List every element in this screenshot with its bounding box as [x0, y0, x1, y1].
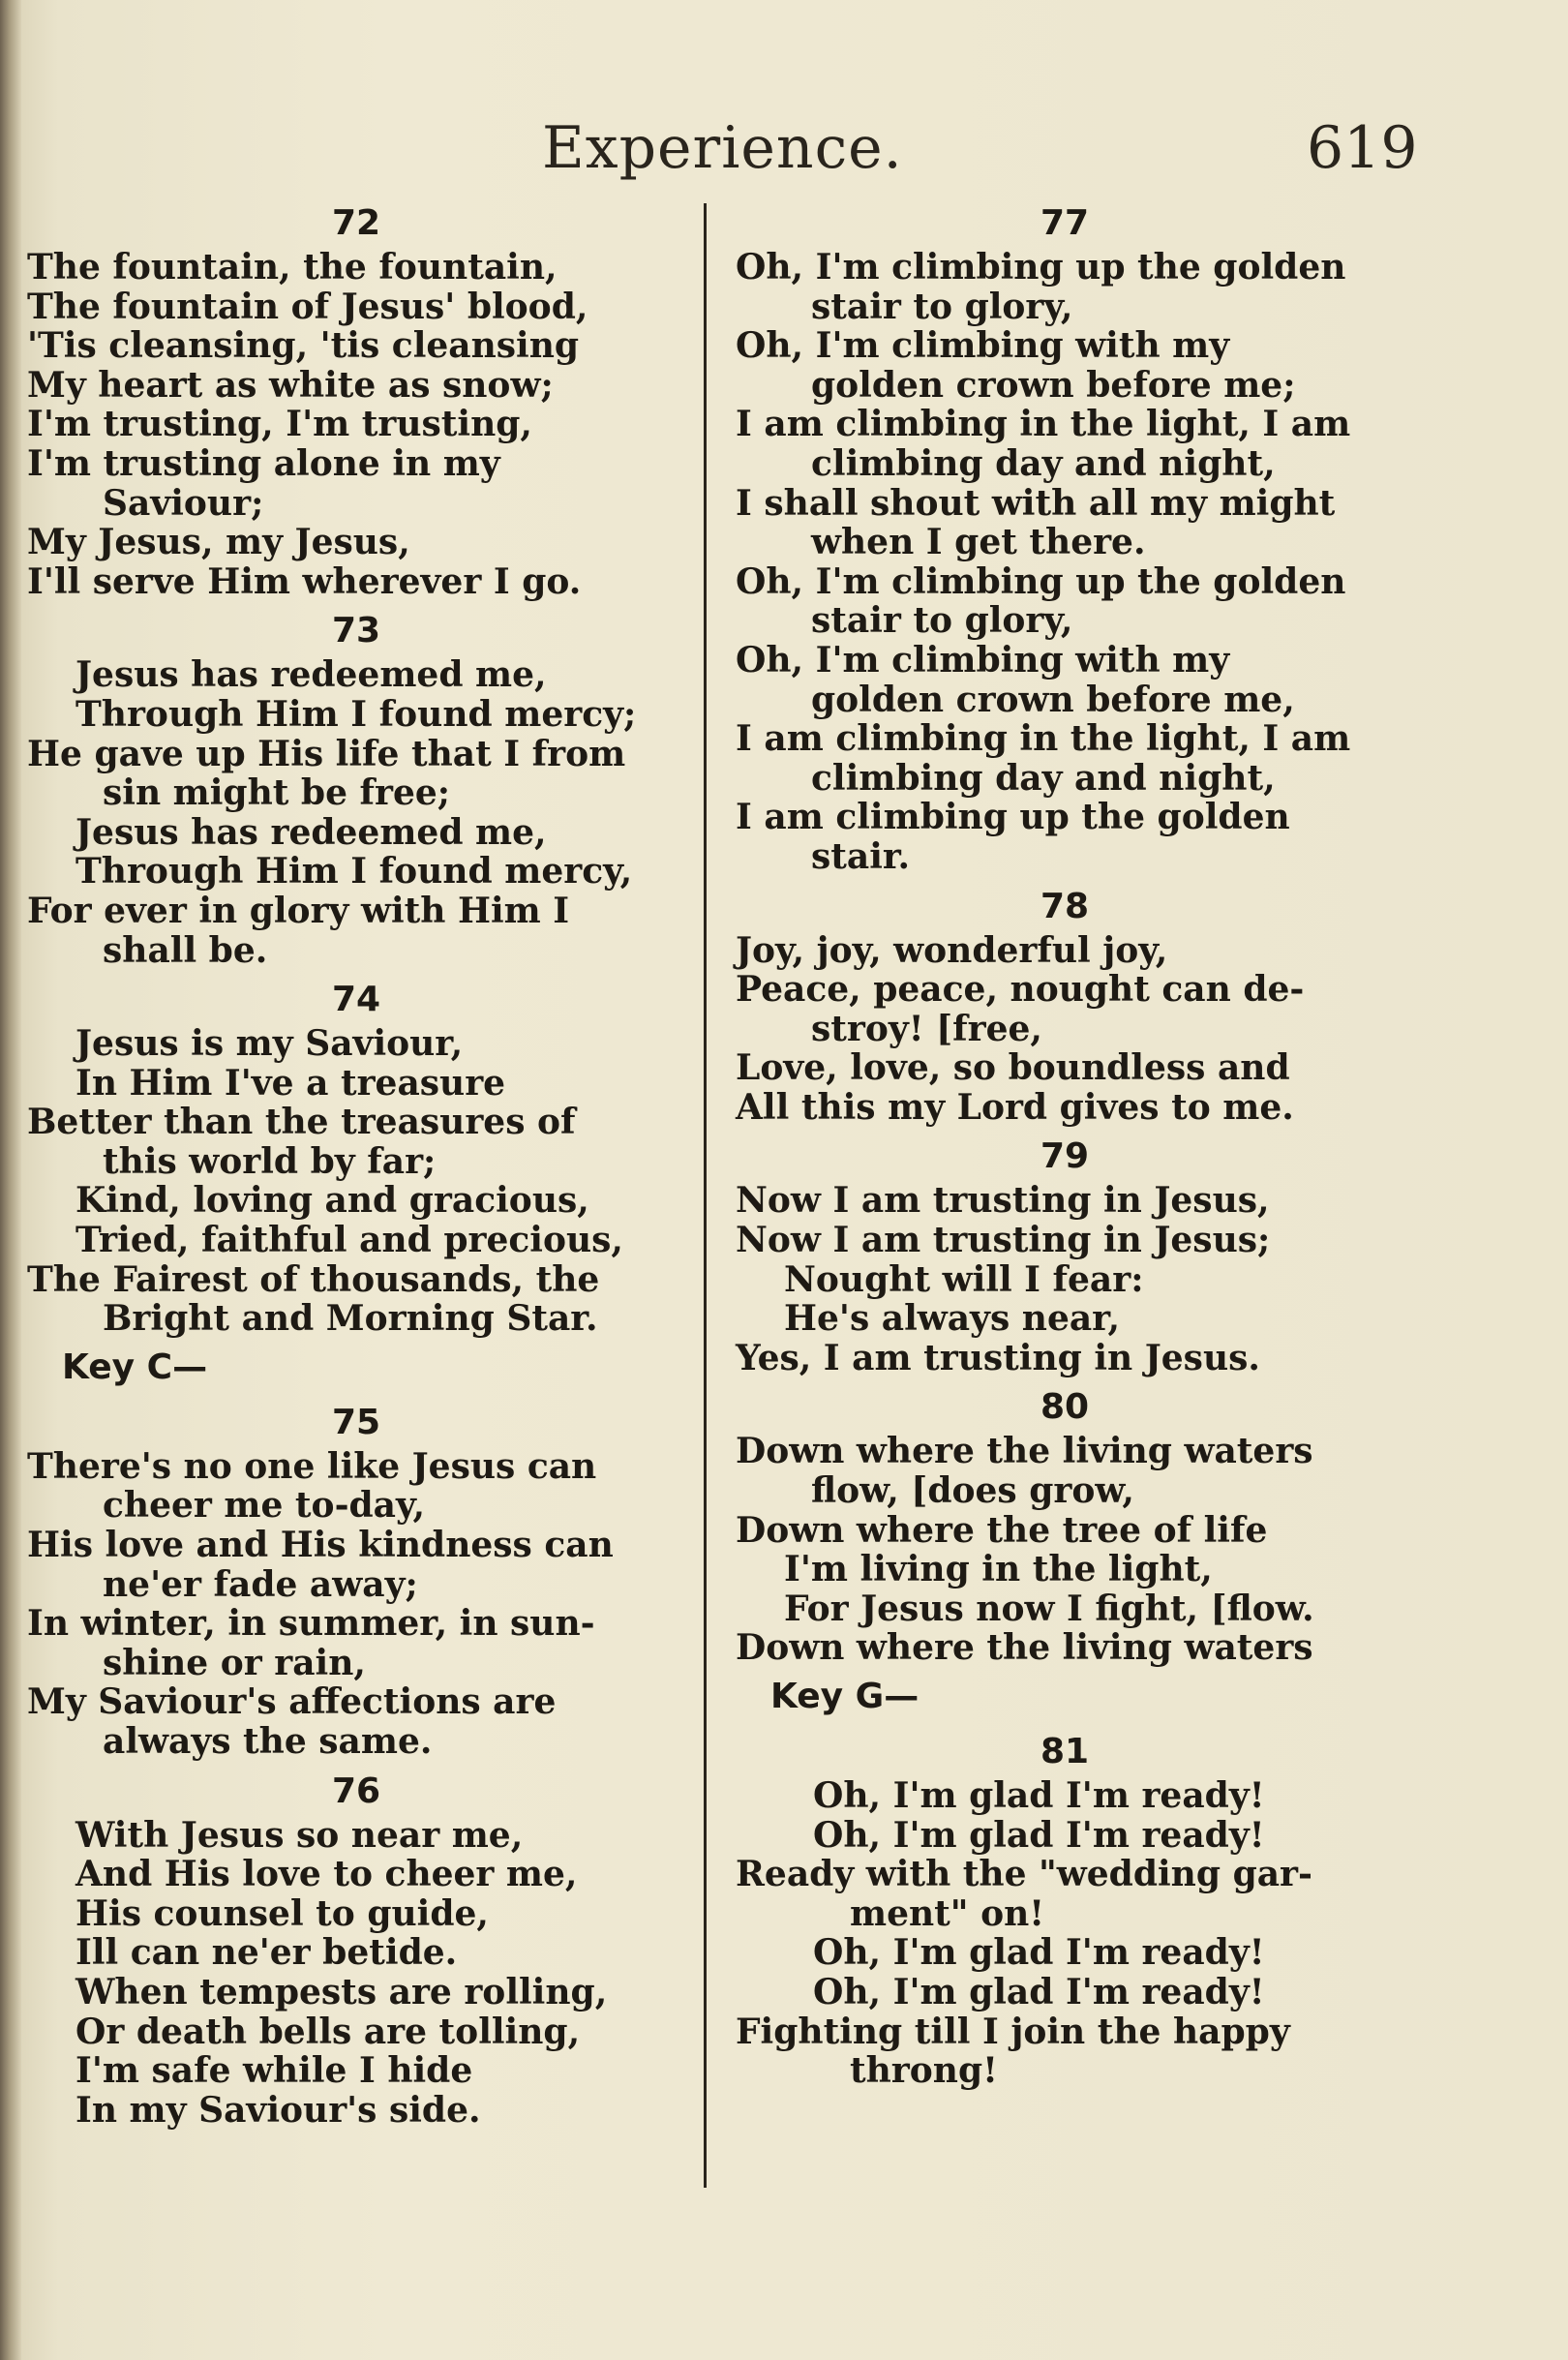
- verse-line: stair to glory,: [811, 286, 1073, 327]
- verse-line: Through Him I found mercy,: [75, 851, 633, 893]
- verse-line: I'm safe while I hide: [75, 2050, 473, 2092]
- book-spine-edge: [0, 0, 21, 2360]
- verse-line: Oh, I'm climbing up the golden: [736, 560, 1346, 602]
- verse-line: Yes, I am trusting in Jesus.: [736, 1337, 1260, 1378]
- verse-line: Now I am trusting in Jesus,: [736, 1180, 1270, 1222]
- verse-line: stair to glory,: [811, 600, 1073, 642]
- column-divider: [704, 203, 707, 2188]
- verse-line: shall be.: [103, 929, 268, 971]
- verse-line: flow, [does grow,: [811, 1470, 1134, 1512]
- verse-line: I am climbing in the light, I am: [736, 404, 1351, 445]
- hymn-number: 77: [1040, 203, 1090, 243]
- page-title: Experience.: [542, 114, 903, 182]
- verse-line: Down where the tree of life: [736, 1509, 1268, 1551]
- verse-line: I'll serve Him wherever I go.: [27, 560, 582, 602]
- verse-line: There's no one like Jesus can: [27, 1445, 597, 1487]
- verse-line: Fighting till I join the happy: [736, 2011, 1290, 2052]
- right-column: [736, 194, 1394, 2091]
- verse-line: 'Tis cleansing, 'tis cleansing: [27, 325, 580, 367]
- verse-line: Jesus has redeemed me,: [75, 654, 547, 696]
- verse-line: Better than the treasures of: [27, 1102, 576, 1143]
- verse-line: sin might be free;: [103, 772, 451, 814]
- verse-line: And His love to cheer me,: [75, 1854, 578, 1895]
- verse-line: The Fairest of thousands, the: [27, 1258, 600, 1300]
- verse-line: climbing day and night,: [811, 442, 1276, 484]
- verse-line: His counsel to guide,: [75, 1892, 489, 1934]
- verse-line: golden crown before me,: [811, 679, 1295, 720]
- verse-line: I shall shout with all my might: [736, 482, 1336, 524]
- verse-line: this world by far;: [103, 1140, 437, 1182]
- verse-line: In winter, in summer, in sun-: [27, 1603, 595, 1645]
- verse-line: Kind, loving and gracious,: [75, 1180, 589, 1222]
- verse-line: Ready with the "wedding gar-: [736, 1854, 1312, 1895]
- verse-line: ment" on!: [850, 1892, 1045, 1934]
- hymn-number: 80: [1040, 1387, 1090, 1428]
- verse-line: I am climbing in the light, I am: [736, 718, 1351, 760]
- verse-line: His love and His kindness can: [27, 1525, 614, 1566]
- verse-line: I am climbing up the golden: [736, 797, 1290, 838]
- hymn-number: 76: [331, 1770, 381, 1811]
- verse-line: My heart as white as snow;: [27, 364, 554, 406]
- verse-line: Oh, I'm glad I'm ready!: [813, 1971, 1265, 2012]
- verse-line: Oh, I'm climbing with my: [736, 325, 1230, 367]
- music-key-label: Key C—: [62, 1346, 208, 1387]
- verse-line: Oh, I'm glad I'm ready!: [813, 1814, 1265, 1856]
- hymn-number: 75: [331, 1402, 381, 1442]
- verse-line: Jesus has redeemed me,: [75, 811, 547, 853]
- hymn-number: 78: [1040, 886, 1090, 926]
- hymn-number: 81: [1040, 1732, 1090, 1771]
- hymn-number: 74: [331, 980, 381, 1020]
- verse-line: when I get there.: [811, 522, 1146, 563]
- verse-line: ne'er fade away;: [103, 1563, 418, 1605]
- verse-line: Oh, I'm climbing up the golden: [736, 247, 1346, 287]
- verse-line: cheer me to-day,: [103, 1485, 426, 1527]
- verse-line: Tried, faithful and precious,: [75, 1220, 623, 1261]
- verse-line: In my Saviour's side.: [75, 2089, 481, 2131]
- verse-line: The fountain, the fountain,: [27, 247, 558, 287]
- verse-line: My Jesus, my Jesus,: [27, 522, 410, 563]
- verse-line: He's always near,: [784, 1298, 1121, 1340]
- verse-line: My Saviour's affections are: [27, 1681, 557, 1723]
- verse-line: climbing day and night,: [811, 757, 1276, 799]
- hymn-number: 79: [1040, 1136, 1090, 1177]
- verse-line: For Jesus now I fight, [flow.: [784, 1588, 1314, 1629]
- verse-line: The fountain of Jesus' blood,: [27, 286, 588, 327]
- verse-line: Oh, I'm glad I'm ready!: [813, 1775, 1265, 1816]
- verse-line: Or death bells are tolling,: [75, 2011, 581, 2052]
- left-column: [27, 194, 685, 2130]
- hymn-number: 73: [331, 611, 381, 651]
- verse-line: Bright and Morning Star.: [103, 1298, 598, 1340]
- verse-line: stroy! [free,: [811, 1008, 1042, 1049]
- verse-line: For ever in glory with Him I: [27, 890, 570, 931]
- verse-line: Oh, I'm glad I'm ready!: [813, 1932, 1265, 1974]
- verse-line: Ill can ne'er betide.: [75, 1932, 458, 1974]
- verse-line: always the same.: [103, 1721, 433, 1762]
- verse-line: All this my Lord gives to me.: [736, 1086, 1294, 1128]
- verse-line: Saviour;: [103, 482, 264, 524]
- verse-line: Now I am trusting in Jesus;: [736, 1220, 1271, 1261]
- verse-line: With Jesus so near me,: [75, 1814, 524, 1856]
- verse-line: He gave up His life that I from: [27, 733, 626, 774]
- verse-line: throng!: [850, 2050, 998, 2092]
- verse-line: I'm trusting, I'm trusting,: [27, 404, 532, 445]
- verse-line: When tempests are rolling,: [75, 1971, 608, 2012]
- verse-line: shine or rain,: [103, 1642, 366, 1683]
- verse-line: Down where the living waters: [736, 1431, 1313, 1472]
- verse-line: I'm trusting alone in my: [27, 442, 500, 484]
- verse-line: Oh, I'm climbing with my: [736, 639, 1230, 681]
- verse-line: I'm living in the light,: [784, 1549, 1213, 1590]
- verse-line: stair.: [811, 835, 911, 877]
- verse-line: In Him I've a treasure: [75, 1062, 506, 1104]
- verse-line: Peace, peace, nought can de-: [736, 969, 1305, 1011]
- verse-line: Through Him I found mercy;: [75, 693, 637, 735]
- verse-line: Jesus is my Saviour,: [75, 1023, 464, 1065]
- verse-line: golden crown before me;: [811, 364, 1296, 406]
- verse-line: Nought will I fear:: [784, 1258, 1144, 1300]
- verse-line: Love, love, so boundless and: [736, 1047, 1290, 1089]
- verse-line: Down where the living waters: [736, 1627, 1313, 1669]
- verse-line: Joy, joy, wonderful joy,: [736, 929, 1168, 971]
- music-key-label: Key G—: [770, 1677, 920, 1716]
- hymn-number: 72: [331, 203, 381, 243]
- page-number: 619: [1307, 114, 1418, 182]
